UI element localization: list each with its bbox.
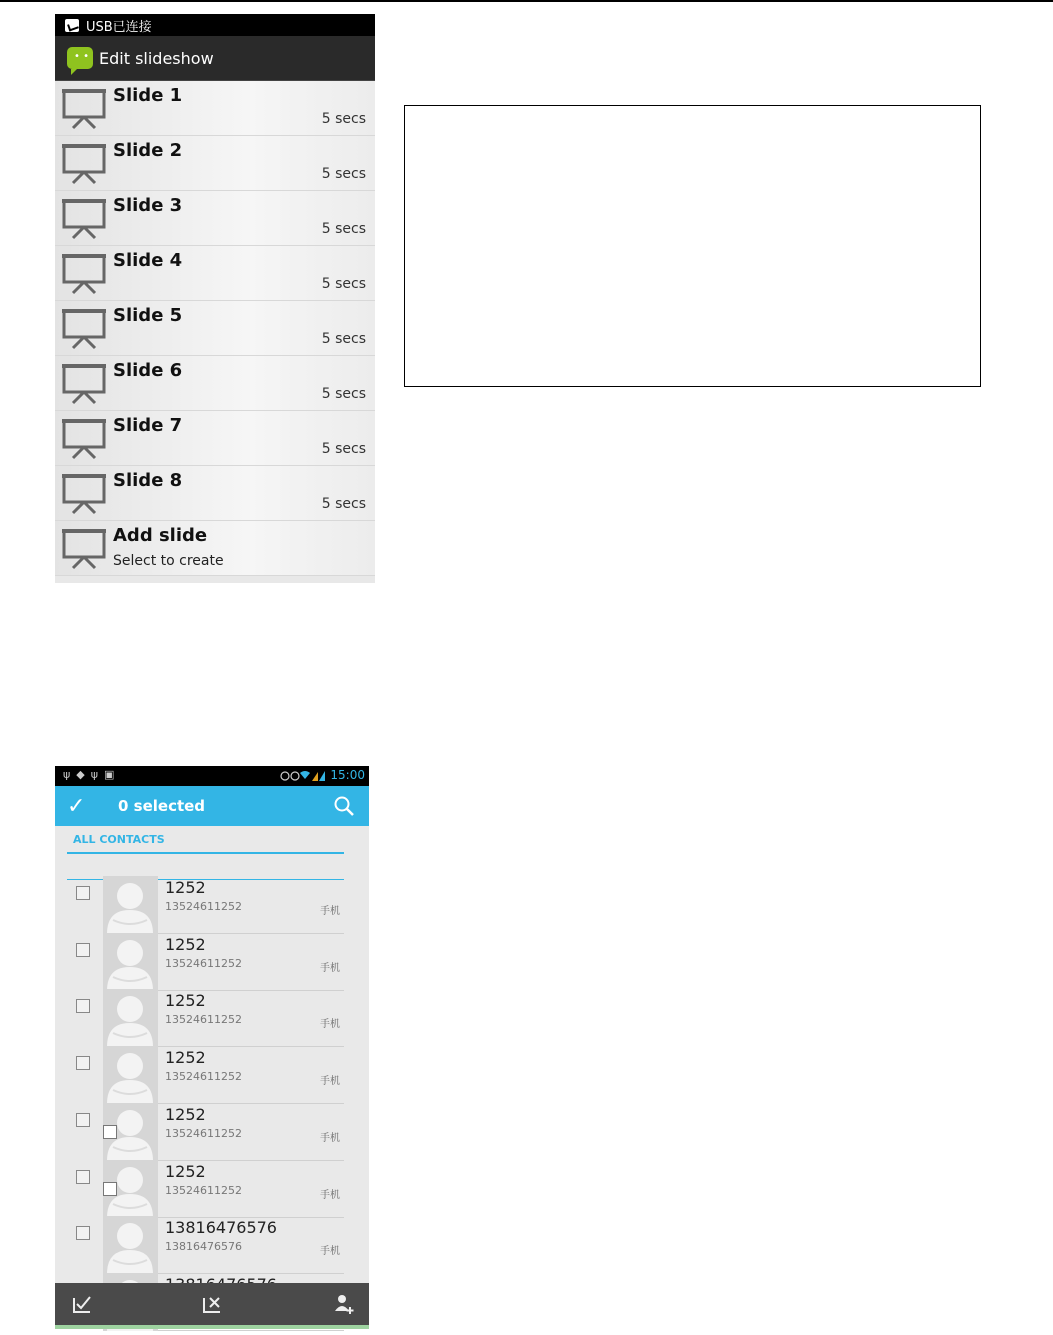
contact-name: 13816476576 (165, 1218, 277, 1238)
contact-number: 13524611252 (165, 1070, 242, 1084)
slide-list (55, 81, 375, 576)
row-divider (158, 1330, 344, 1331)
avatar-overlay-checkbox (103, 1125, 117, 1139)
slideshow-screen-icon (61, 253, 107, 295)
add-slide-label: Add slide (113, 525, 208, 546)
contact-row[interactable] (55, 1105, 369, 1161)
slideshow-screen-icon (61, 88, 107, 130)
slide-item[interactable] (55, 411, 375, 466)
add-slide-item[interactable] (55, 521, 375, 576)
slide-title: Slide 2 (113, 140, 183, 161)
slide-duration: 5 secs (321, 331, 366, 347)
slide-duration: 5 secs (321, 221, 366, 237)
contact-type: 手机 (320, 906, 340, 917)
contact-checkbox[interactable] (76, 886, 90, 900)
avatar (103, 1216, 158, 1274)
bottom-accent-line (55, 1325, 369, 1329)
slide-title: Slide 8 (113, 470, 183, 491)
search-icon[interactable] (333, 795, 355, 817)
status-bar (55, 14, 375, 36)
contact-number: 13524611252 (165, 900, 242, 913)
contact-type: 手机 (320, 1076, 340, 1088)
slide-item[interactable] (55, 301, 375, 356)
tab-underline (67, 852, 344, 854)
contact-number: 13524611252 (165, 1126, 242, 1140)
slide-title: Slide 1 (113, 85, 183, 106)
avatar (103, 1046, 158, 1104)
contact-number: 13816476576 (165, 1240, 242, 1254)
slide-duration: 5 secs (321, 386, 366, 402)
contact-list (55, 878, 369, 1282)
status-icons-left: ψ◆ψ▣ (63, 768, 121, 781)
slideshow-screen-icon (61, 418, 107, 460)
page-top-rule (0, 0, 1053, 2)
contact-checkbox[interactable] (76, 1056, 90, 1070)
status-text: USB已连接 (86, 19, 152, 35)
avatar-overlay-checkbox (103, 1182, 117, 1196)
bottom-toolbar (55, 1283, 369, 1325)
contact-number: 13524611252 (165, 1013, 242, 1027)
contact-row[interactable] (55, 878, 369, 934)
slide-duration: 5 secs (321, 276, 366, 292)
contact-name: 1252 (165, 1048, 206, 1068)
avatar (103, 989, 158, 1047)
contact-checkbox[interactable] (76, 1113, 90, 1127)
contact-type: 手机 (320, 1189, 340, 1201)
slide-duration: 5 secs (321, 111, 366, 127)
slideshow-screen (55, 14, 375, 583)
contact-number: 13524611252 (165, 1183, 242, 1197)
contact-type: 手机 (320, 962, 340, 974)
contact-number: 13524611252 (165, 956, 242, 970)
contact-name: 1252 (165, 1161, 206, 1181)
messaging-app-icon[interactable]: • • (67, 47, 93, 69)
contact-checkbox[interactable] (76, 999, 90, 1013)
contact-name: 1252 (165, 1104, 206, 1124)
slide-duration: 5 secs (321, 496, 366, 512)
contact-name: 1252 (165, 991, 206, 1011)
usb-notification-icon (65, 19, 79, 32)
signal-icons (281, 769, 325, 782)
contact-checkbox[interactable] (76, 1226, 90, 1240)
slide-title: Slide 3 (113, 195, 183, 216)
empty-frame (404, 105, 981, 387)
action-bar (55, 36, 375, 81)
contacts-screen (55, 766, 369, 1329)
contact-checkbox[interactable] (76, 1170, 90, 1184)
contact-checkbox[interactable] (76, 943, 90, 957)
contact-row[interactable] (55, 1048, 369, 1104)
done-check-icon[interactable]: ✓ (67, 794, 86, 819)
avatar (103, 933, 158, 991)
slideshow-screen-icon (61, 198, 107, 240)
contact-name: 1252 (165, 934, 206, 954)
contact-type: 手机 (320, 1246, 340, 1258)
slide-duration: 5 secs (321, 166, 366, 182)
slideshow-screen-icon (61, 363, 107, 405)
slide-title: Slide 5 (113, 305, 183, 326)
contact-row[interactable] (55, 1162, 369, 1218)
action-bar (55, 786, 369, 826)
slide-title: Slide 7 (113, 415, 183, 436)
screen-title: Edit slideshow (99, 48, 214, 68)
slide-item[interactable] (55, 466, 375, 521)
tab-all-contacts[interactable]: ALL CONTACTS (73, 833, 165, 846)
slideshow-screen-icon (61, 308, 107, 350)
slide-title: Slide 6 (113, 360, 183, 381)
add-slide-subtitle: Select to create (113, 553, 224, 569)
status-bar (55, 766, 369, 786)
contact-type: 手机 (320, 1019, 340, 1031)
slide-item[interactable] (55, 136, 375, 191)
slide-duration: 5 secs (321, 441, 366, 457)
selection-count: 0 selected (118, 797, 206, 815)
slideshow-screen-icon (61, 528, 107, 570)
contact-row[interactable] (55, 991, 369, 1047)
slideshow-screen-icon (61, 473, 107, 515)
slide-item[interactable] (55, 191, 375, 246)
contact-row[interactable] (55, 1218, 369, 1274)
contact-type: 手机 (320, 1132, 340, 1144)
slide-item[interactable] (55, 246, 375, 301)
avatar (103, 876, 158, 934)
slideshow-screen-icon (61, 143, 107, 185)
slide-item[interactable] (55, 356, 375, 411)
select-all-icon[interactable] (71, 1293, 93, 1315)
contact-row[interactable] (55, 935, 369, 991)
deselect-all-icon[interactable] (201, 1293, 223, 1315)
slide-item[interactable] (55, 81, 375, 136)
add-contact-icon[interactable] (333, 1293, 355, 1315)
contact-name: 1252 (165, 878, 206, 897)
clock: 15:00 (330, 768, 365, 782)
slide-title: Slide 4 (113, 250, 183, 271)
